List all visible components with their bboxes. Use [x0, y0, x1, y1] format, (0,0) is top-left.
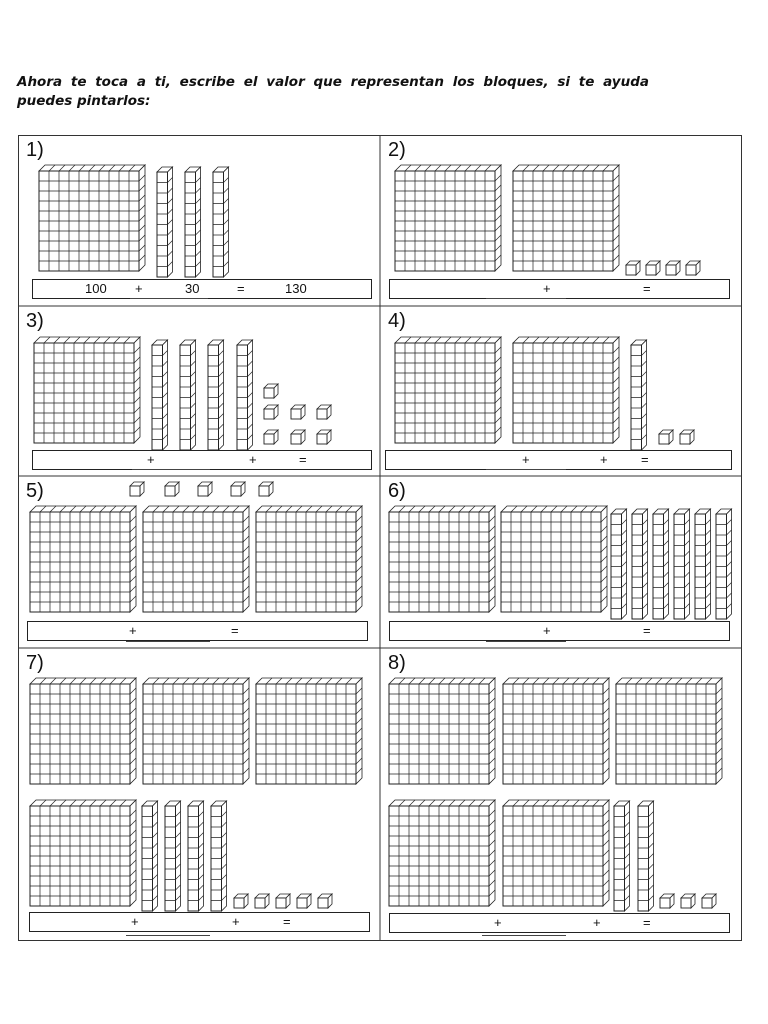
answer-underline[interactable]: [132, 469, 210, 470]
exercise-number: 6): [388, 480, 406, 502]
ten-rod-block: [180, 340, 196, 450]
ten-rod-block: [185, 167, 201, 277]
hundred-flat-block: [503, 800, 609, 906]
result-value: 130: [285, 281, 307, 296]
exercise-number: 5): [26, 480, 44, 502]
plus-sign: +: [232, 914, 240, 929]
exercise-number: 1): [26, 139, 44, 161]
answer-box[interactable]: [29, 912, 370, 932]
unit-cube-block: [231, 482, 245, 496]
equals-sign: =: [643, 623, 651, 638]
plus-sign: +: [543, 281, 551, 296]
instructions: Ahora te toca a ti, escribe el valor que representan los bloques, si te ayuda puedes pintarlos:: [17, 74, 649, 109]
hundred-flat-block: [616, 678, 722, 784]
unit-cube-block: [702, 894, 716, 908]
base-ten-blocks: [380, 648, 742, 941]
ten-rod-block: [632, 509, 648, 619]
equals-sign: =: [283, 914, 291, 929]
unit-cube-block: [686, 261, 700, 275]
plus-sign: +: [135, 281, 143, 296]
answer-underline[interactable]: [482, 935, 566, 936]
ten-rod-block: [638, 801, 654, 911]
ten-rod-block: [614, 801, 630, 911]
plus-sign: +: [522, 452, 530, 467]
hundred-flat-block: [30, 506, 136, 612]
answer-box[interactable]: [389, 621, 730, 641]
ten-rod-block: [165, 801, 181, 911]
exercise-number: 8): [388, 652, 406, 674]
hundred-flat-block: [389, 678, 495, 784]
unit-cube-block: [130, 482, 144, 496]
ten-rod-block: [152, 340, 168, 450]
unit-cube-block: [317, 430, 331, 444]
hundred-flat-block: [143, 678, 249, 784]
unit-cube-block: [317, 405, 331, 419]
unit-cube-block: [680, 430, 694, 444]
hundred-flat-block: [30, 678, 136, 784]
exercise-number: 2): [388, 139, 406, 161]
exercise-6: [380, 476, 742, 648]
exercise-7: [18, 648, 380, 941]
unit-cube-block: [198, 482, 212, 496]
plus-sign: +: [494, 915, 502, 930]
addend-hundreds: 100: [85, 281, 107, 296]
ten-rod-block: [653, 509, 669, 619]
unit-cube-block: [626, 261, 640, 275]
ten-rod-block: [237, 340, 253, 450]
hundred-flat-block: [256, 506, 362, 612]
exercise-2: [380, 135, 742, 306]
unit-cube-block: [291, 405, 305, 419]
unit-cube-block: [291, 430, 305, 444]
exercise-4: [380, 306, 742, 476]
hundred-flat-block: [513, 165, 619, 271]
hundred-flat-block: [39, 165, 145, 271]
hundred-flat-block: [503, 678, 609, 784]
ten-rod-block: [213, 167, 229, 277]
hundred-flat-block: [30, 800, 136, 906]
unit-cube-block: [165, 482, 179, 496]
answer-underline[interactable]: [486, 298, 566, 299]
exercise-1: [18, 135, 380, 306]
ten-rod-block: [674, 509, 690, 619]
unit-cube-block: [234, 894, 248, 908]
unit-cube-block: [659, 430, 673, 444]
ten-rod-block: [157, 167, 173, 277]
plus-sign: +: [249, 452, 257, 467]
unit-cube-block: [681, 894, 695, 908]
hundred-flat-block: [389, 800, 495, 906]
plus-sign: +: [593, 915, 601, 930]
ten-rod-block: [211, 801, 227, 911]
unit-cube-block: [276, 894, 290, 908]
ten-rod-block: [208, 340, 224, 450]
hundred-flat-block: [389, 506, 495, 612]
unit-cube-block: [264, 405, 278, 419]
exercise-number: 3): [26, 310, 44, 332]
plus-sign: +: [129, 623, 137, 638]
unit-cube-block: [264, 430, 278, 444]
answer-box[interactable]: [27, 621, 368, 641]
equals-sign: =: [231, 623, 239, 638]
ten-rod-block: [188, 801, 204, 911]
answer-box: [32, 279, 372, 299]
plus-sign: +: [147, 452, 155, 467]
unit-cube-block: [666, 261, 680, 275]
plus-sign: +: [600, 452, 608, 467]
unit-cube-block: [318, 894, 332, 908]
ten-rod-block: [631, 340, 647, 450]
exercise-5: [18, 476, 380, 648]
answer-underline: [130, 298, 208, 299]
answer-box[interactable]: [385, 450, 732, 470]
answer-underline[interactable]: [486, 469, 566, 470]
hundred-flat-block: [395, 165, 501, 271]
ten-rod-block: [611, 509, 627, 619]
answer-underline[interactable]: [486, 641, 566, 642]
answer-underline[interactable]: [126, 641, 210, 642]
exercise-number: 4): [388, 310, 406, 332]
hundred-flat-block: [34, 337, 140, 443]
unit-cube-block: [255, 894, 269, 908]
base-ten-blocks: [18, 648, 380, 941]
plus-sign: +: [131, 914, 139, 929]
answer-box[interactable]: [32, 450, 372, 470]
ten-rod-block: [716, 509, 732, 619]
hundred-flat-block: [143, 506, 249, 612]
answer-box[interactable]: [389, 913, 730, 933]
equals-sign: =: [643, 281, 651, 296]
equals-sign: =: [641, 452, 649, 467]
unit-cube-block: [264, 384, 278, 398]
exercise-8: [380, 648, 742, 941]
addend-tens: 30: [185, 281, 200, 296]
hundred-flat-block: [501, 506, 607, 612]
hundred-flat-block: [256, 678, 362, 784]
answer-box[interactable]: [389, 279, 730, 299]
exercise-3: [18, 306, 380, 476]
ten-rod-block: [142, 801, 158, 911]
equals-sign: =: [299, 452, 307, 467]
unit-cube-block: [297, 894, 311, 908]
hundred-flat-block: [513, 337, 619, 443]
unit-cube-block: [259, 482, 273, 496]
exercise-number: 7): [26, 652, 44, 674]
unit-cube-block: [646, 261, 660, 275]
equals-sign: =: [237, 281, 245, 296]
hundred-flat-block: [395, 337, 501, 443]
equals-sign: =: [643, 915, 651, 930]
plus-sign: +: [543, 623, 551, 638]
answer-underline[interactable]: [126, 935, 210, 936]
unit-cube-block: [660, 894, 674, 908]
ten-rod-block: [695, 509, 711, 619]
